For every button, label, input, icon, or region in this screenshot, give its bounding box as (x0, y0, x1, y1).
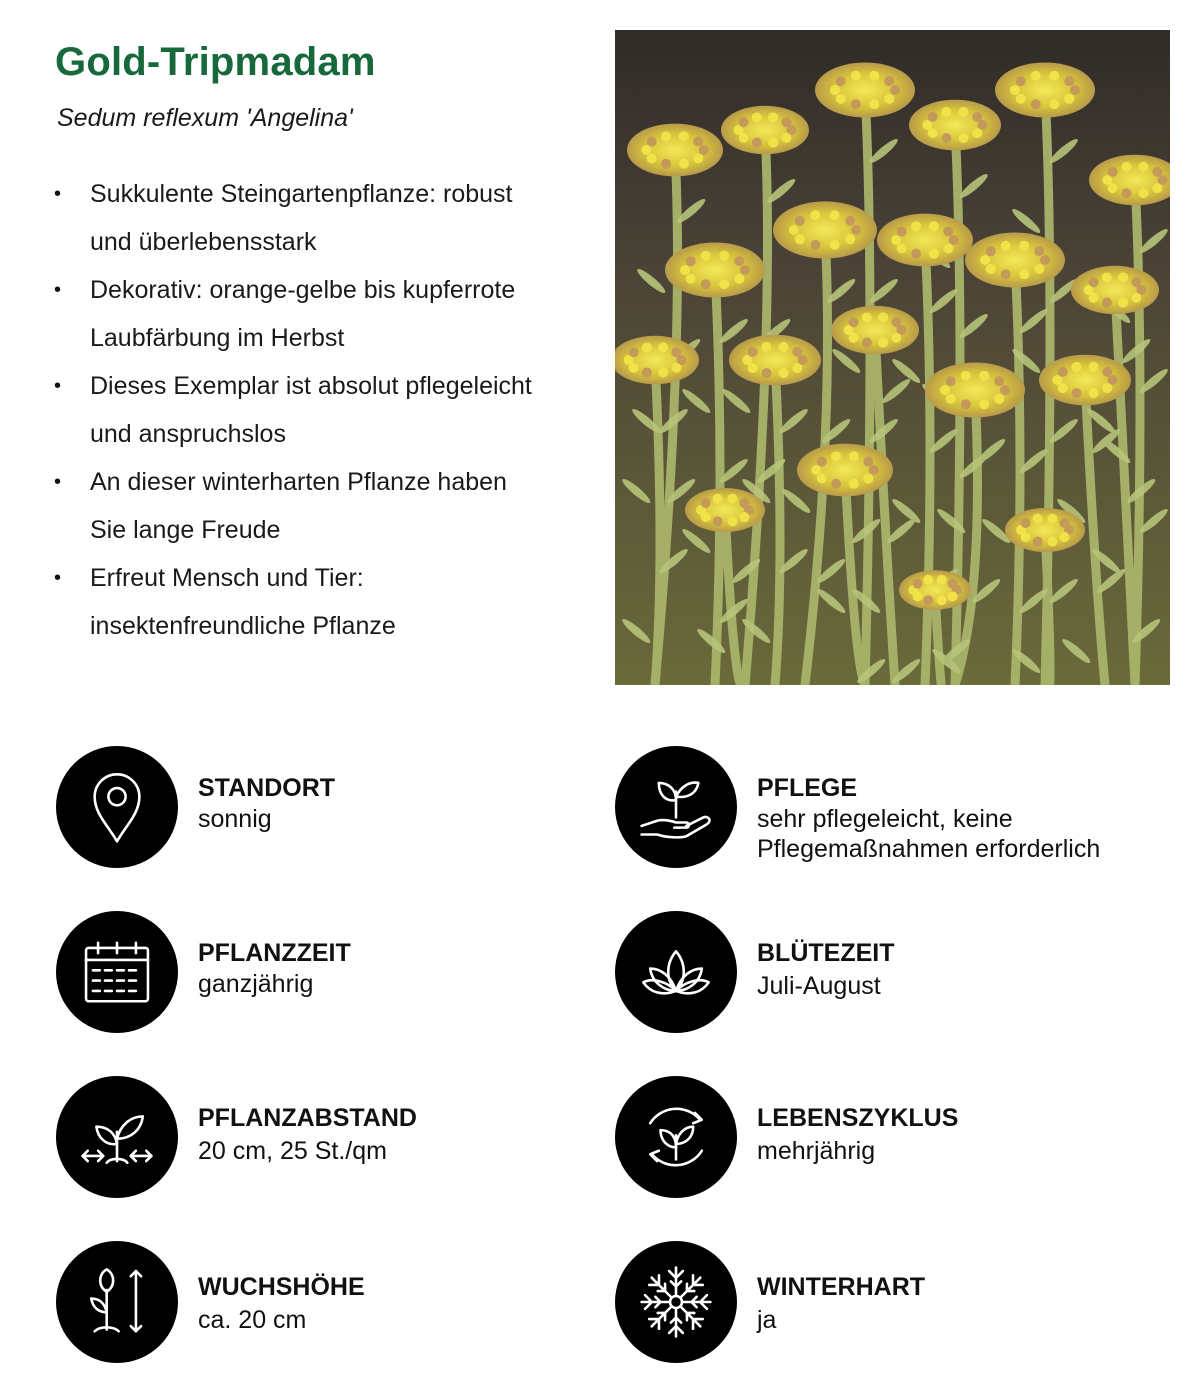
bullet-text: Erfreut Mensch und Tier: (90, 564, 364, 592)
bullet-text: insektenfreundliche Pflanze (90, 612, 396, 640)
feature-winterhart (615, 1241, 1135, 1366)
bullet-text: und überlebensstark (90, 228, 317, 256)
feature-value: mehrjährig (757, 1137, 876, 1165)
list-item (52, 266, 582, 362)
bullet-dot-icon: • (54, 471, 62, 493)
feature-pflege (615, 746, 1175, 871)
feature-pflanzabstand (56, 1076, 576, 1201)
bullet-dot-icon: • (54, 567, 62, 589)
plant-height-icon (56, 1241, 178, 1363)
feature-pflanzzeit (56, 911, 576, 1036)
feature-lebenszyklus (615, 1076, 1135, 1201)
product-photo (615, 30, 1170, 685)
feature-value: ca. 20 cm (198, 1306, 307, 1334)
lotus-flower-icon (615, 911, 737, 1033)
bullet-dot-icon: • (54, 183, 62, 205)
feature-label: PFLANZZEIT (198, 939, 351, 967)
feature-value: sonnig (198, 805, 272, 833)
bullet-text: An dieser winterharten Pflanze haben (90, 468, 507, 496)
bullet-text: Sie lange Freude (90, 516, 281, 544)
feature-value: ganzjährig (198, 970, 314, 998)
list-item (52, 362, 582, 458)
list-item (52, 554, 582, 650)
list-item (52, 170, 582, 266)
bullet-dot-icon: • (54, 279, 62, 301)
list-item (52, 458, 582, 554)
feature-label: LEBENSZYKLUS (757, 1104, 959, 1132)
botanical-name: Sedum reflexum 'Angelina' (57, 104, 353, 132)
snowflake-icon (615, 1241, 737, 1363)
feature-standort (56, 746, 576, 871)
calendar-icon (56, 911, 178, 1033)
feature-bluetezeit (615, 911, 1135, 1036)
product-title: Gold-Tripmadam (55, 40, 376, 84)
feature-label: PFLANZABSTAND (198, 1104, 417, 1132)
feature-value: Juli-August (757, 972, 881, 1000)
feature-wuchshoehe (56, 1241, 576, 1366)
feature-label: WUCHSHÖHE (198, 1273, 365, 1301)
feature-value: ja (757, 1306, 777, 1334)
feature-label: STANDORT (198, 774, 336, 802)
bullet-text: Laubfärbung im Herbst (90, 324, 345, 352)
bullet-text: Dieses Exemplar ist absolut pflegeleicht (90, 372, 532, 400)
plant-in-hand-icon (615, 746, 737, 868)
bullet-text: Dekorativ: orange-gelbe bis kupferrote (90, 276, 516, 304)
bullet-text: und anspruchslos (90, 420, 286, 448)
bullet-text: Sukkulente Steingartenpflanze: robust (90, 180, 513, 208)
feature-value: sehr pflegeleicht, keine Pflegemaßnahmen erforderlich (757, 805, 1101, 863)
feature-label: BLÜTEZEIT (757, 939, 895, 967)
lifecycle-icon (615, 1076, 737, 1198)
plant-spacing-icon (56, 1076, 178, 1198)
bullet-dot-icon: • (54, 375, 62, 397)
location-pin-icon (56, 746, 178, 868)
feature-label: WINTERHART (757, 1273, 926, 1301)
feature-value: 20 cm, 25 St./qm (198, 1137, 387, 1165)
feature-bullet-list (52, 170, 582, 650)
feature-label: PFLEGE (757, 774, 858, 802)
